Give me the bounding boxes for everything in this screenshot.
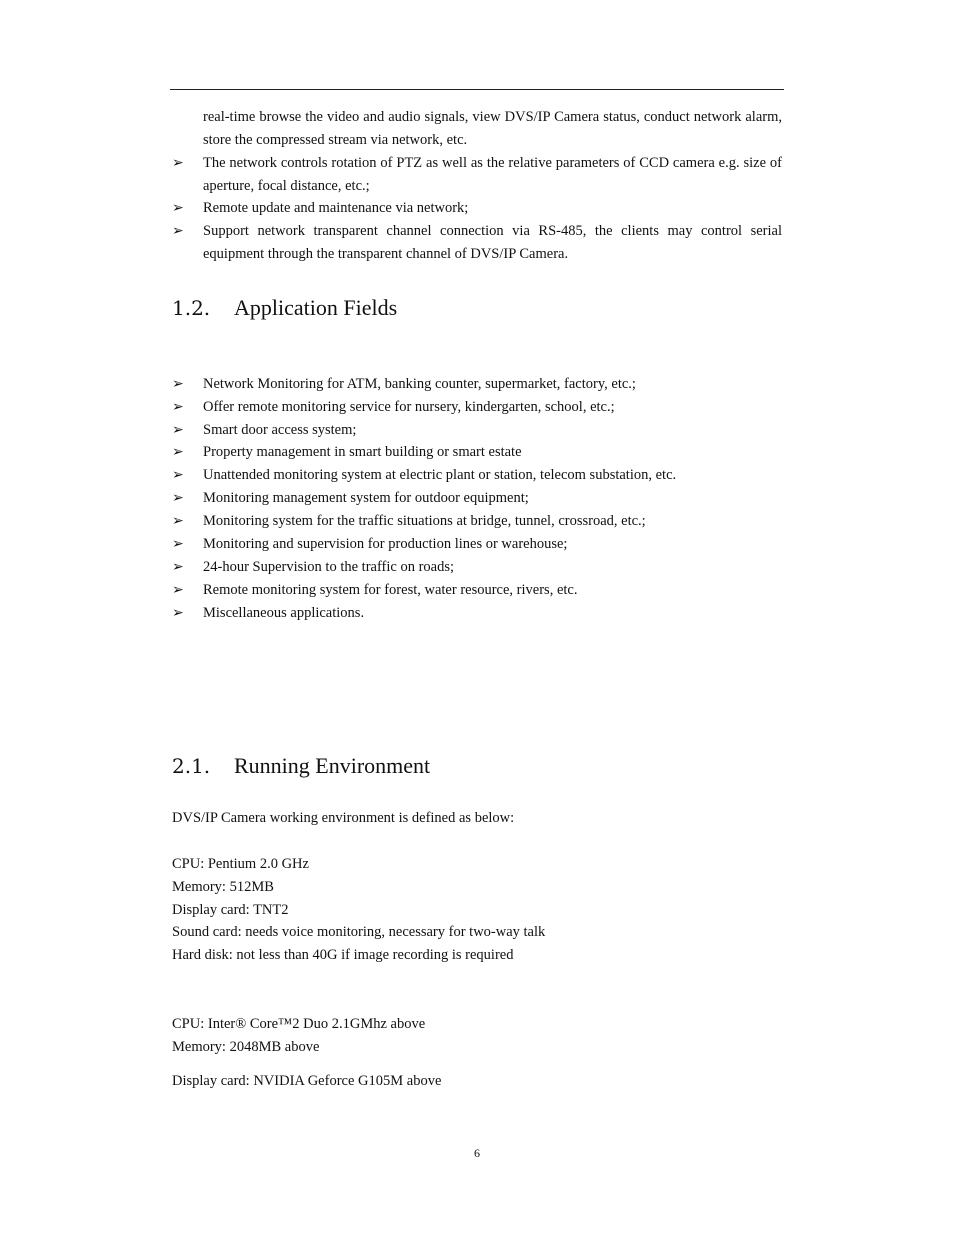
spec-line: Sound card: needs voice monitoring, necessary for two-way talk [172, 924, 546, 940]
section-title: Application Fields [234, 295, 398, 320]
list-item: Monitoring system for the traffic situations at bridge, tunnel, crossroad, etc.; [203, 513, 646, 529]
list-item: Remote update and maintenance via network; [203, 200, 469, 216]
intro-continuation: real-time browse the video and audio signals, view DVS/IP Camera status, conduct network alarm, store the compressed stream via network, etc. [203, 109, 782, 148]
arrowhead-bullet-icon: ➢ [172, 605, 184, 621]
section-heading-application-fields [172, 294, 397, 322]
arrowhead-bullet-icon: ➢ [172, 536, 184, 552]
arrowhead-bullet-icon: ➢ [172, 200, 184, 216]
list-item: Remote monitoring system for forest, water resource, rivers, etc. [203, 582, 578, 598]
arrowhead-bullet-icon: ➢ [172, 155, 184, 171]
arrowhead-bullet-icon: ➢ [172, 376, 184, 392]
list-item: Property management in smart building or smart estate [203, 444, 522, 460]
list-item: Offer remote monitoring service for nursery, kindergarten, school, etc.; [203, 399, 615, 415]
arrowhead-bullet-icon: ➢ [172, 559, 184, 575]
arrowhead-bullet-icon: ➢ [172, 444, 184, 460]
section-title: Running Environment [234, 753, 431, 778]
arrowhead-bullet-icon: ➢ [172, 490, 184, 506]
list-item: Miscellaneous applications. [203, 605, 365, 621]
list-item: Support network transparent channel connection via RS-485, the clients may control serial equipment through the transparent channel of DVS/IP Camera. [203, 223, 782, 262]
spec-line: CPU: Inter® Core™2 Duo 2.1GMhz above [172, 1016, 426, 1032]
list-item: Monitoring and supervision for production lines or warehouse; [203, 536, 568, 552]
arrowhead-bullet-icon: ➢ [172, 513, 184, 529]
arrowhead-bullet-icon: ➢ [172, 582, 184, 598]
arrowhead-bullet-icon: ➢ [172, 223, 184, 239]
list-item: Monitoring management system for outdoor equipment; [203, 490, 529, 506]
header-rule [170, 89, 784, 90]
page-number: 6 [474, 1146, 480, 1160]
section-heading-running-environment [172, 752, 430, 780]
running-environment-intro: DVS/IP Camera working environment is defined as below: [172, 810, 515, 826]
list-item: Smart door access system; [203, 422, 357, 438]
list-item: Unattended monitoring system at electric plant or station, telecom substation, etc. [203, 467, 677, 483]
list-item: Network Monitoring for ATM, banking counter, supermarket, factory, etc.; [203, 376, 636, 392]
spec-line: Hard disk: not less than 40G if image recording is required [172, 947, 514, 963]
list-item: The network controls rotation of PTZ as well as the relative parameters of CCD camera e.g. size of aperture, focal distance, etc.; [203, 155, 782, 194]
spec-line: Memory: 512MB [172, 879, 274, 895]
spec-line: Display card: TNT2 [172, 902, 289, 918]
spec-line: Display card: NVIDIA Geforce G105M above [172, 1073, 442, 1089]
spec-line: Memory: 2048MB above [172, 1039, 320, 1055]
list-item: 24-hour Supervision to the traffic on roads; [203, 559, 455, 575]
arrowhead-bullet-icon: ➢ [172, 467, 184, 483]
section-number: 2.1. [172, 754, 211, 778]
section-number: 1.2. [172, 296, 211, 320]
arrowhead-bullet-icon: ➢ [172, 422, 184, 438]
arrowhead-bullet-icon: ➢ [172, 399, 184, 415]
spec-line: CPU: Pentium 2.0 GHz [172, 856, 309, 872]
